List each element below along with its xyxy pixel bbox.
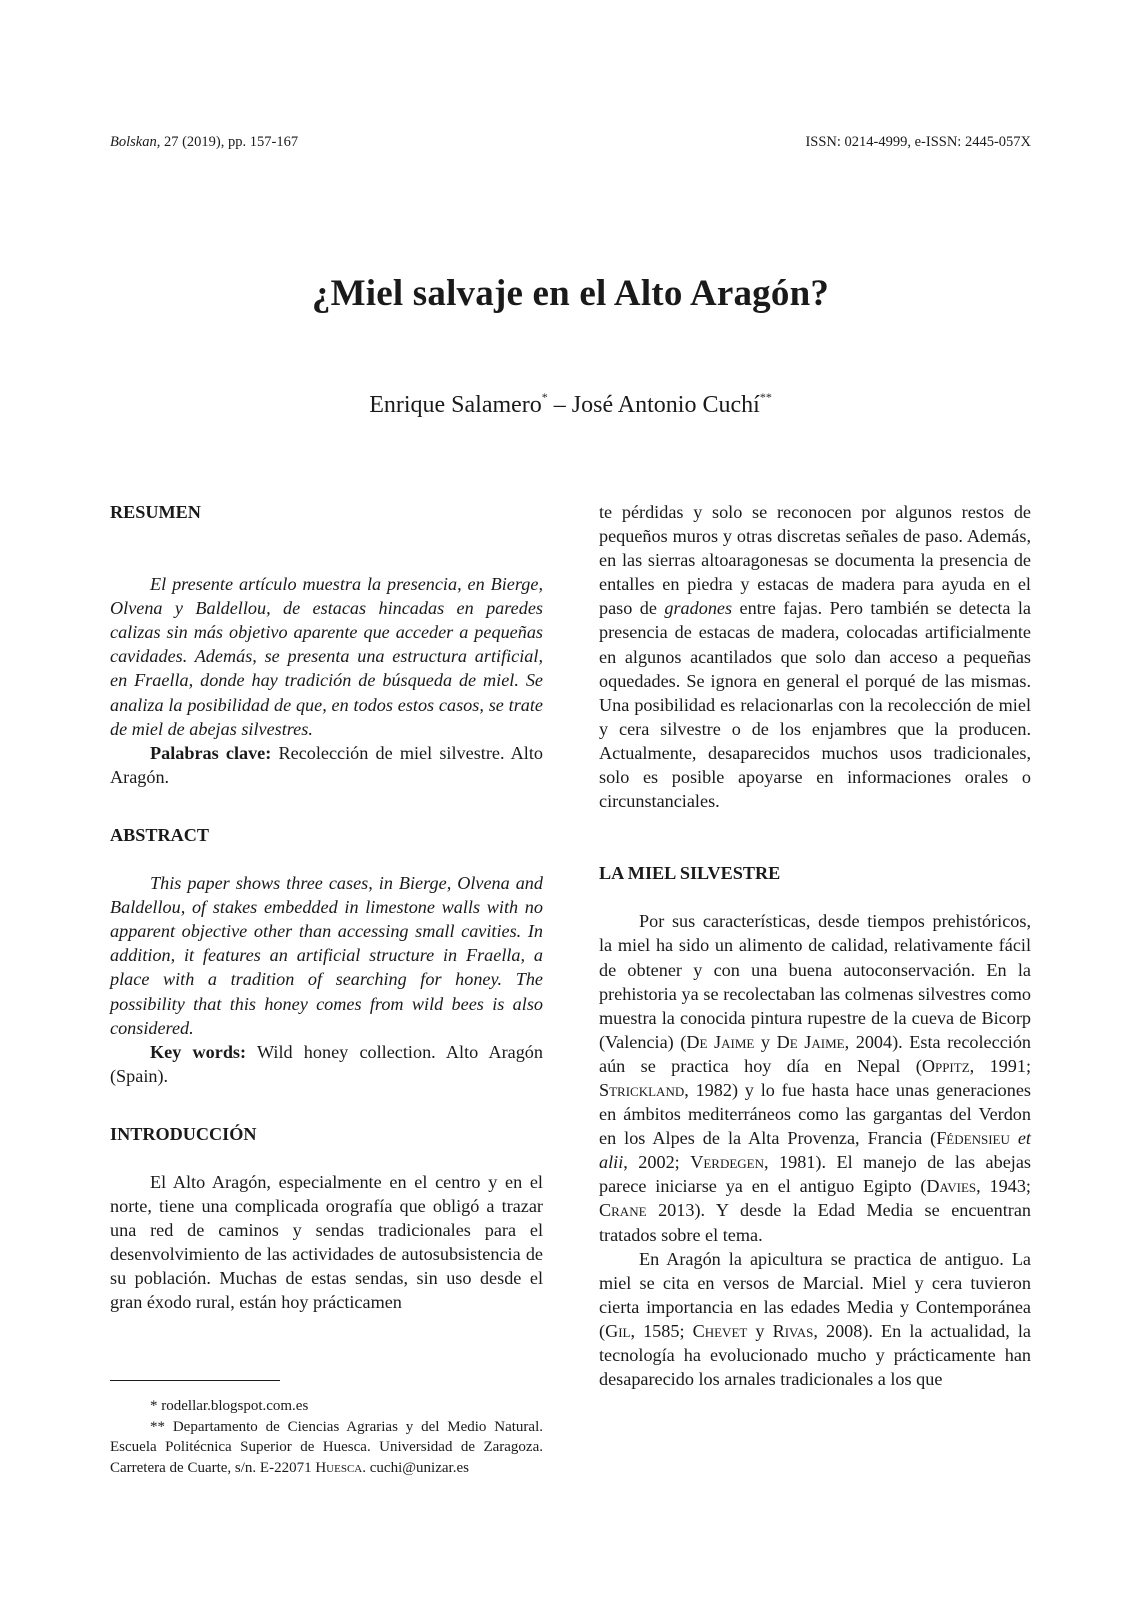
- citation-author: Gil: [605, 1320, 631, 1341]
- citation-author: Verdegen: [690, 1152, 765, 1173]
- author-1: Enrique Salamero: [369, 392, 542, 418]
- resumen-keywords-text: Recolección de miel silvestre. Alto Aragón.: [110, 742, 543, 787]
- abstract-keywords: [110, 1040, 543, 1088]
- citation-author: Crane: [599, 1200, 647, 1221]
- journal-citation: [110, 134, 298, 151]
- citation-author: Chevet: [692, 1320, 748, 1341]
- miel-p1-text: , 1943;: [976, 1176, 1031, 1197]
- article-title: ¿Miel salvaje en el Alto Aragón?: [311, 273, 830, 314]
- footnote-2-text: ** Departamento de Ciencias Agrarias y del Medio Natural. Escuela Politécnica Superior de Huesca. Universidad de Zaragoza. Carretera de Cuarte, s/n. E-22071: [110, 1418, 543, 1476]
- author-1-mark: *: [541, 390, 548, 404]
- miel-p1-text: , 1981). El manejo de las abejas parece iniciarse ya en el antiguo Egipto (: [599, 1152, 1031, 1197]
- miel-p1-text: , 2002;: [623, 1152, 691, 1173]
- citation-author: Davies: [926, 1176, 977, 1197]
- resumen-keywords-label: Palabras clave:: [150, 742, 272, 763]
- left-column: [110, 500, 543, 1315]
- citation-author: Oppitz: [921, 1055, 970, 1076]
- footnote-2-email: . cuchi@unizar.es: [362, 1459, 469, 1476]
- citation-author: Rivas: [772, 1320, 814, 1341]
- author-2: José Antonio Cuchí: [571, 392, 760, 418]
- introduccion-paragraph-continued: [599, 500, 1031, 813]
- footnote-1: * rodellar.blogspot.com.es: [150, 1398, 309, 1414]
- abstract-keywords-text: Wild honey collection. Alto Aragón (Spain).: [110, 1041, 543, 1086]
- miel-p2-text: En Aragón la apicultura se practica de antiguo. La miel se cita en versos de Marcial. Miel y cera tuvieron cierta importancia en las edades Media y Contemporánea (: [599, 1248, 1031, 1341]
- heading-introduccion: INTRODUCCIÓN: [110, 1123, 257, 1144]
- footnote-rule: [110, 1380, 280, 1381]
- miel-p1-text: , 1991;: [969, 1055, 1032, 1076]
- footnote-2: [110, 1417, 543, 1479]
- heading-miel-silvestre: LA MIEL SILVESTRE: [599, 863, 781, 884]
- miel-p2-text: y: [747, 1320, 773, 1341]
- heading-resumen: RESUMEN: [110, 502, 201, 522]
- miel-paragraph-2: [599, 1247, 1031, 1392]
- abstract-body: This paper shows three cases, in Bierge, Olvena and Baldellou, of stakes embedded in limestone walls with no apparent objective other than accessing small cavities. In addition, it features an artificial structure in Fraella, a place with a tradition of searching for honey. The possibility that this honey comes from wild bees is also considered.: [110, 873, 543, 1038]
- citation-author: Fédensieu: [936, 1128, 1010, 1149]
- journal-name: Bolskan: [110, 134, 157, 150]
- author-separator: –: [547, 392, 572, 418]
- miel-p1-text: Por sus características, desde tiempos prehistóricos, la miel ha sido un alimento de calidad, relativamente fácil de obtener y con una buena autoconservación. En la prehistoria ya se recolectaban las colmenas silvestres como muestra la conocida pintura rupestre de la cueva de Bicorp (Valencia) (: [599, 911, 1031, 1052]
- miel-p1-text: , 2004). Esta recolección aún se practica hoy día en Nepal (: [599, 1031, 1032, 1076]
- citation-author: De Jaime: [776, 1031, 845, 1052]
- miel-p2-text: , 1585;: [630, 1320, 693, 1341]
- footnote-2-city: Huesca: [315, 1459, 363, 1476]
- miel-p1-text: y: [754, 1031, 777, 1052]
- abstract-keywords-label: Key words:: [150, 1041, 247, 1062]
- miel-p1-text: 2013). Y desde la Edad Media se encuentran tratados sobre el tema.: [599, 1200, 1031, 1245]
- intro-text-b: entre fajas. Pero también se detecta la presencia de estacas de madera, colocadas artificialmente en algunos acantilados que solo dan acceso a pequeñas oquedades. Se ignora en general el porqué de las mismas. Una posibilidad es relacionarlas con la recolección de miel y cera silvestre o de los enjambres que la producen. Actualmente, desaparecidos muchos usos tradicionales, solo es posible apoyarse en informaciones orales o circunstanciales.: [599, 598, 1031, 812]
- intro-italic-term: gradones: [664, 598, 733, 619]
- resumen-body: El presente artículo muestra la presencia, en Bierge, Olvena y Baldellou, de estacas hincadas en paredes calizas sin más objetivo aparente que acceder a pequeñas cavidades. Además, se presenta una estructura artificial, en Fraella, donde hay tradición de búsqueda de miel. Se analiza la posibilidad de que, en todos estos casos, se trate de miel de abejas silvestres.: [110, 574, 543, 739]
- miel-paragraph-1: [599, 909, 1031, 1246]
- citation-details: , 27 (2019), pp. 157-167: [156, 134, 299, 150]
- author-line: [0, 392, 1141, 419]
- resumen-keywords: [110, 741, 543, 789]
- miel-p1-text: , 1982) y lo fue hasta hace unas generaciones en ámbitos mediterráneos como las gargantas del Verdon en los Alpes de la Alta Provenza, Francia (: [599, 1079, 1031, 1149]
- heading-abstract: ABSTRACT: [110, 824, 210, 845]
- citation-author: Strickland: [599, 1079, 685, 1100]
- citation-et-alii: et alii: [599, 1128, 1031, 1173]
- intro-text-a: te pérdidas y solo se reconocen por algunos restos de pequeños muros y otras discretas señales de paso. Además, en las sierras altoaragonesas se documenta la presencia de entalles en piedra y estacas de madera para ayuda en el paso de: [599, 502, 1031, 619]
- right-column: [599, 500, 1031, 1391]
- miel-p2-text: , 2008). En la actualidad, la tecnología ha evolucionado mucho y prácticamente han desaparecido los arnales tradicionales a los que: [599, 1320, 1031, 1390]
- citation-author: De Jaime: [686, 1031, 755, 1052]
- author-2-mark: **: [759, 390, 772, 404]
- miel-p1-text: [1010, 1128, 1018, 1148]
- issn: ISSN: 0214-4999, e-ISSN: 2445-057X: [805, 134, 1031, 150]
- introduccion-paragraph-start: El Alto Aragón, especialmente en el centro y en el norte, tiene una complicada orografía que obligó a trazar una red de caminos y sendas tradicionales para el desenvolvimiento de las actividades de autosubsistencia de su población. Muchas de estas sendas, sin uso desde el gran éxodo rural, están hoy prácticamen: [110, 1171, 543, 1313]
- footnotes: [110, 1396, 543, 1478]
